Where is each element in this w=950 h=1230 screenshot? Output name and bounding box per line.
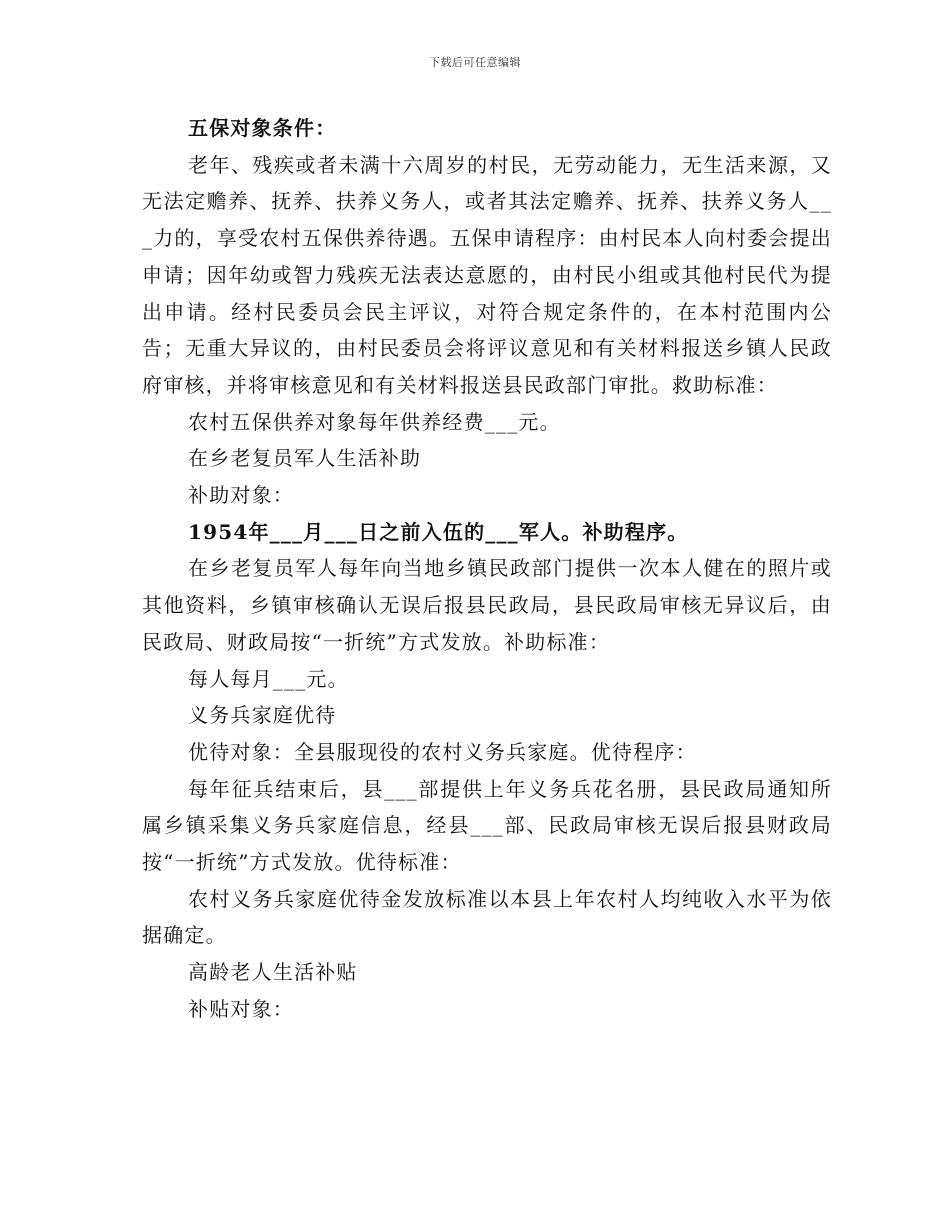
section-heading-conscript-family: 义务兵家庭优待 [188, 703, 337, 728]
paragraph-wubao-details: 老年、残疾或者未满十六周岁的村民，无劳动能力，无生活来源，又无法定赡养、抚养、扶养义务人，或者其法定赡养、抚养、扶养义务人___力的，享受农村五保供养待遇。五保申请程序：由村民本人向村委会提出申请；因年幼或智力残疾无法表达意愿的，由村民小组或其他村民代为提出申请。经村民委员会民主评议，对符合规定条件的，在本村范围内公告；无重大异议的，由村民委员会将评议意见和有关材料报送乡镇人民政府审核，并将审核意见和有关材料报送县民政部门审批。救助标准： [142, 152, 832, 397]
paragraph-wubao-funding: 农村五保供养对象每年供养经费___元。 [188, 409, 561, 434]
paragraph-veteran-procedure: 在乡老复员军人每年向当地乡镇民政部门提供一次本人健在的照片或其他资料，乡镇审核确认无误后报县民政局，县民政局审核无异议后，由民政局、财政局按“一折统”方式发放。补助标准： [142, 556, 832, 654]
paragraph-veteran-eligibility: 1954年___月___日之前入伍的___军人。补助程序。 [188, 519, 689, 544]
section-heading-veteran-subsidy: 在乡老复员军人生活补助 [188, 446, 422, 471]
paragraph-conscript-procedure: 每年征兵结束后，县___部提供上年义务兵花名册，县民政局通知所属乡镇采集义务兵家庭信息，经县___部、民政局审核无误后报县财政局按“一折统”方式发放。优待标准： [142, 776, 832, 875]
paragraph-conscript-standard: 农村义务兵家庭优待金发放标准以本县上年农村人均纯收入水平为依据确定。 [142, 886, 832, 948]
page-header-note: 下载后可任意编辑 [429, 56, 521, 69]
section-heading-wubao-conditions: 五保对象条件： [188, 116, 337, 140]
label-subsidy-target: 补助对象： [188, 483, 294, 508]
document-body [142, 110, 832, 1028]
section-heading-elderly-subsidy: 高龄老人生活补贴 [188, 960, 358, 985]
label-elderly-target: 补贴对象： [188, 996, 294, 1021]
paragraph-conscript-target: 优待对象：全县服现役的农村义务兵家庭。优待程序： [188, 739, 697, 764]
paragraph-veteran-standard: 每人每月___元。 [188, 666, 349, 691]
